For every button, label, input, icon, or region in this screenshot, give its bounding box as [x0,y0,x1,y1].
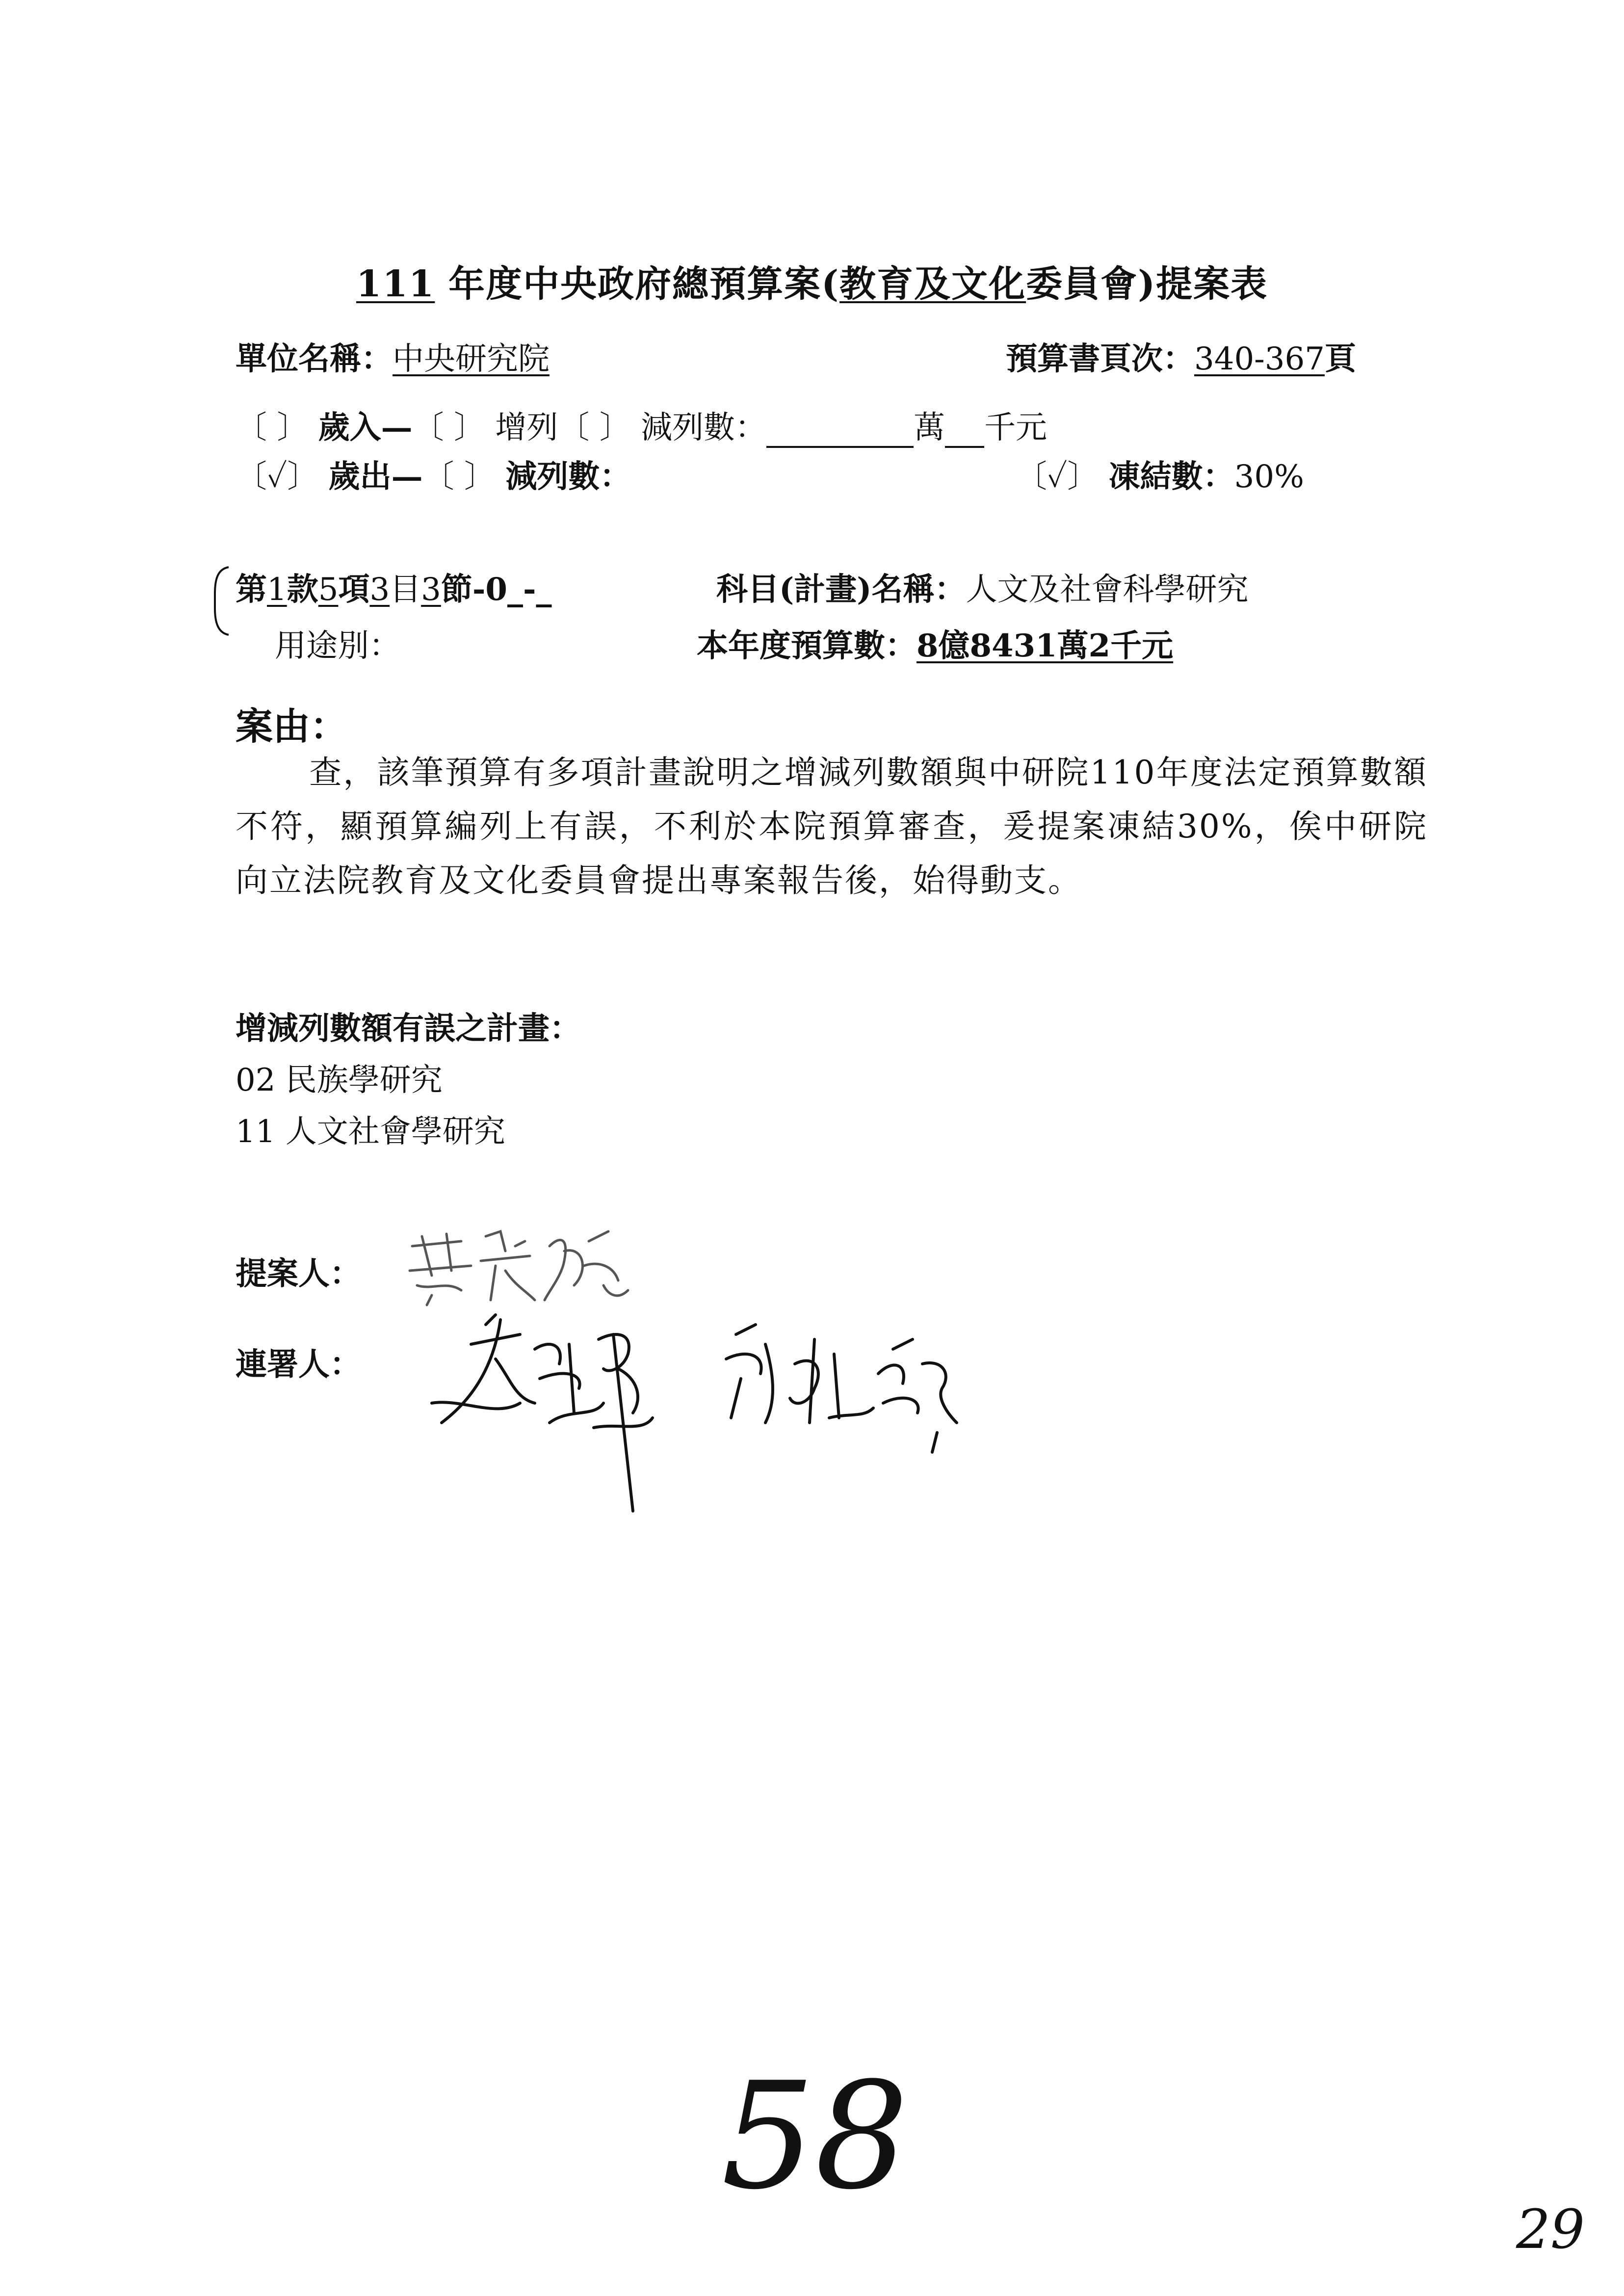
mu-label: 目 [390,572,421,608]
freeze-row [1016,451,1304,496]
jie-label: 節-0_-_ [441,571,552,608]
kuan-label: 款 [287,571,318,608]
expense-row [236,451,631,496]
unit-label: 單位名稱： [236,340,393,377]
plan-item: 11 人文社會學研究 [236,1114,505,1150]
freeze-value: 30% [1234,459,1304,495]
proposer-signature [402,1217,638,1315]
increase-checkbox: 〔 〕 [412,410,486,446]
wan-label: 萬 [914,410,945,446]
pages-suffix: 頁 [1324,340,1356,377]
unit-value: 中央研究院 [393,341,550,377]
increase-label: 增列 [495,410,558,446]
proposer-label: 提案人： [236,1255,361,1292]
expense-label: 歲出— [328,458,423,495]
di-label: 第 [236,571,267,608]
corner-page-number: 29 [1516,2198,1585,2261]
usage-label: 用途別： [275,628,400,664]
decrease-checkbox: 〔 〕 [558,410,631,446]
revenue-row [236,402,1047,448]
qian-blank [945,410,984,448]
title-part1: 年度中央政府總預算案( [448,263,840,305]
expense-decrease-label: 減列數： [505,458,631,495]
pages-value: 340-367 [1194,341,1325,377]
xiang-label: 項 [338,571,370,608]
budget-label: 本年度預算數： [697,627,917,664]
decrease-label: 減列數： [641,410,767,446]
title-committee: 教育及文化 [839,263,1026,305]
jie-value: 3 [421,572,441,608]
handwritten-page-number: 58 [721,2051,909,2222]
qian-label: 千元 [984,410,1048,446]
subject-name-label: 科目(計畫)名稱： [716,571,966,608]
budget-amount-row [697,621,1173,666]
revenue-label: 歲入— [318,409,413,446]
budget-pages-row [1006,334,1356,379]
kuan-value: 1 [267,572,287,608]
reason-heading: 案由： [236,704,347,748]
freeze-checkbox: 〔✓〕 [1016,459,1099,495]
usage-row [275,621,400,666]
freeze-label: 凍結數： [1108,458,1234,495]
subject-name-row [716,564,1249,609]
expense-decrease-checkbox: 〔 〕 [422,459,496,495]
cosigner-signatures [422,1305,1070,1531]
plan-item: 02 民族學研究 [236,1062,443,1098]
unit-name-row [236,334,550,379]
title-year: 111 [356,263,435,305]
form-title [0,255,1624,307]
budget-value: 8億8431萬2千元 [917,627,1174,664]
pages-label: 預算書頁次： [1006,340,1194,377]
reason-text: 查，該筆預算有多項計畫說明之增減列數額與中研院110年度法定預算數額不符，顯預算編列上有誤，不利於本院預算審查，爰提案凍結30%，俟中研院向立法院教育及文化委員會提出專案報告後，始得動支。 [236,754,1428,899]
xiang-value: 5 [318,572,339,608]
mu-value: 3 [369,572,390,608]
expense-checkbox: 〔✓〕 [236,459,319,495]
revenue-checkbox: 〔 〕 [236,410,309,446]
plans-heading: 增減列數額有誤之計畫： [236,1010,581,1047]
amount-blank [766,410,914,448]
left-bracket-icon [211,564,231,638]
cosigner-label: 連署人： [236,1346,361,1383]
subject-row [236,564,552,609]
subject-name-value: 人文及社會科學研究 [966,572,1249,608]
title-part2: 委員會)提案表 [1026,263,1268,305]
